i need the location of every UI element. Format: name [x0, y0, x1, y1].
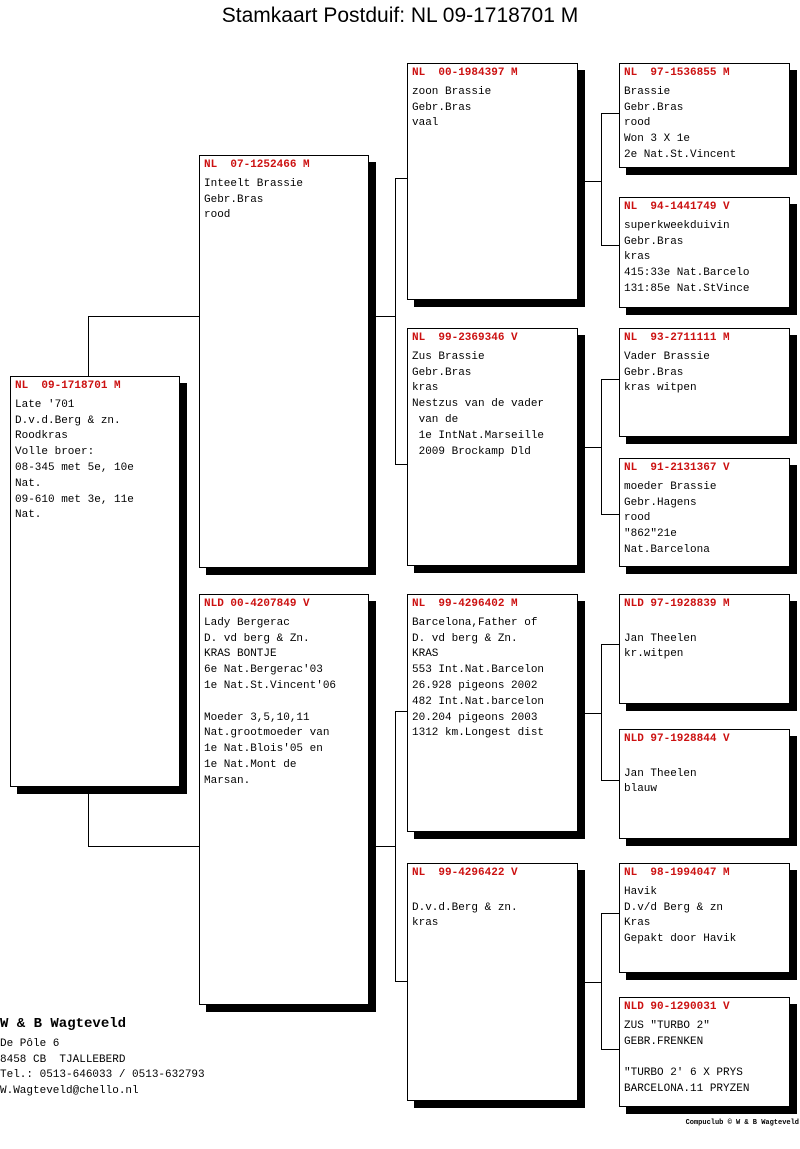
connector-line — [601, 1049, 620, 1050]
pedigree-line: ZUS "TURBO 2" — [624, 1019, 710, 1032]
pedigree-line: 1e Nat.Mont de — [204, 758, 297, 771]
pedigree-line: Inteelt Brassie — [204, 177, 304, 190]
connector-line — [88, 316, 201, 317]
owner-name: W & B Wagteveld — [0, 1016, 127, 1032]
pedigree-line: 1e Nat.Blois'05 en — [204, 743, 323, 756]
connector-line — [395, 711, 396, 982]
pedigree-line: kras — [412, 382, 439, 395]
ring-number: NLD 97-1928844 V — [624, 733, 730, 745]
pedigree-line: Nat.Barcelona — [624, 543, 710, 556]
connector-line — [601, 514, 620, 515]
connector-line — [585, 713, 601, 714]
connector-line — [601, 379, 620, 380]
pedigree-line: Gebr.Bras — [412, 366, 472, 379]
pedigree-line: van de — [412, 413, 459, 426]
pedigree-line: Lady Bergerac — [204, 616, 290, 629]
ring-number: NLD 90-1290031 V — [624, 1001, 730, 1013]
pedigree-line: kras — [624, 251, 651, 264]
connector-line — [601, 780, 620, 781]
great-grandparent-card — [619, 594, 790, 704]
ring-number: NLD 97-1928839 M — [624, 598, 730, 610]
pedigree-line: 08-345 met 5e, 10e — [15, 461, 134, 474]
page-title: Stamkaart Postduif: NL 09-1718701 M — [221, 4, 579, 27]
great-grandparent-card — [619, 863, 790, 973]
pedigree-line: Volle broer: — [15, 446, 95, 459]
grandsire-sire-card — [407, 63, 578, 300]
owner-address: De Pôle 6 — [0, 1038, 60, 1050]
pedigree-line: D. vd berg & Zn. — [412, 632, 518, 645]
pedigree-line: Gepakt door Havik — [624, 933, 737, 946]
pedigree-line: Vader Brassie — [624, 350, 710, 363]
ring-number: NL 09-1718701 M — [15, 380, 121, 392]
pedigree-line: Gebr.Hagens — [624, 496, 697, 509]
pedigree-line: Nat. — [15, 477, 42, 490]
sire-card — [199, 155, 369, 568]
footer-credit: Compuclub © W & B Wagteveld — [685, 1119, 799, 1127]
ring-number: NL 99-4296422 V — [412, 867, 518, 879]
great-grandparent-card — [619, 63, 790, 168]
connector-line — [601, 913, 602, 1050]
pedigree-line: kr.witpen — [624, 648, 684, 661]
connector-line — [601, 379, 602, 515]
owner-city: 8458 CB TJALLEBERD — [0, 1053, 126, 1066]
ring-number: NL 93-2711111 M — [624, 332, 730, 344]
pedigree-line: "862"21e — [624, 528, 677, 541]
great-grandparent-card — [619, 328, 790, 437]
connector-line — [601, 113, 620, 114]
pedigree-line: moeder Brassie — [624, 480, 717, 493]
pedigree-line: Late '701 — [15, 398, 75, 411]
pedigree-line: Havik — [624, 885, 658, 898]
pedigree-line: BARCELONA.11 PRYZEN — [624, 1082, 750, 1095]
pedigree-line: D. vd berg & Zn. — [204, 632, 310, 645]
pedigree-line: rood — [624, 512, 651, 525]
pedigree-line: Roodkras — [15, 430, 68, 443]
owner-phone: Tel.: 0513-646033 / 0513-632793 — [0, 1069, 205, 1082]
connector-line — [585, 181, 601, 182]
pedigree-line: KRAS BONTJE — [204, 648, 277, 661]
pedigree-line: superkweekduivin — [624, 219, 730, 232]
ring-number: NL 99-2369346 V — [412, 332, 518, 344]
pedigree-line: 6e Nat.Bergerac'03 — [204, 664, 323, 677]
ring-number: NLD 00-4207849 V — [204, 598, 310, 610]
pedigree-line: Zus Brassie — [412, 350, 485, 363]
pedigree-line: 2e Nat.St.Vincent — [624, 148, 737, 161]
pedigree-line: kras — [412, 917, 439, 930]
pedigree-line: Gebr.Bras — [624, 366, 684, 379]
pedigree-line: KRAS — [412, 648, 439, 661]
pedigree-line: vaal — [412, 117, 439, 130]
pedigree-line: Won 3 X 1e — [624, 133, 691, 146]
connector-line — [601, 245, 620, 246]
connector-line — [585, 447, 601, 448]
owner-block — [0, 1016, 205, 1099]
pedigree-line: D.v.d.Berg & zn. — [412, 901, 518, 914]
pedigree-line: Barcelona,Father of — [412, 616, 538, 629]
pedigree-line: 131:85e Nat.StVince — [624, 282, 750, 295]
pedigree-line: Nat.grootmoeder van — [204, 727, 330, 740]
connector-line — [88, 846, 201, 847]
ring-number: NL 07-1252466 M — [204, 159, 310, 171]
pedigree-line — [624, 616, 785, 632]
pedigree-line: 2009 Brockamp Dld — [412, 445, 531, 458]
pedigree-line: Jan Theelen — [624, 767, 697, 780]
pedigree-line: 26.928 pigeons 2002 — [412, 679, 538, 692]
pedigree-line: "TURBO 2' 6 X PRYS — [624, 1067, 743, 1080]
pedigree-line: 1e IntNat.Marseille — [412, 429, 545, 442]
pedigree-line: Gebr.Bras — [204, 193, 264, 206]
pedigree-line: Kras — [624, 917, 651, 930]
dam-card — [199, 594, 369, 1005]
pedigree-line: Gebr.Bras — [624, 235, 684, 248]
pedigree-line: kras witpen — [624, 382, 697, 395]
pedigree-line: zoon Brassie — [412, 85, 492, 98]
connector-line — [376, 316, 396, 317]
great-grandparent-card — [619, 197, 790, 308]
pedigree-line: GEBR.FRENKEN — [624, 1035, 704, 1048]
granddam-sire-card — [407, 328, 578, 566]
grandsire-dam-card — [407, 594, 578, 832]
pedigree-line — [624, 1050, 785, 1066]
granddam-dam-card — [407, 863, 578, 1101]
connector-line — [601, 113, 602, 246]
pedigree-line: Gebr.Bras — [412, 101, 472, 114]
connector-line — [585, 982, 601, 983]
pedigree-line: D.v/d Berg & zn — [624, 901, 724, 914]
pedigree-line: Brassie — [624, 85, 671, 98]
pedigree-line: Gebr.Bras — [624, 101, 684, 114]
pedigree-line: 553 Int.Nat.Barcelon — [412, 664, 545, 677]
pedigree-line: rood — [204, 209, 231, 222]
pedigree-line: 1e Nat.St.Vincent'06 — [204, 679, 337, 692]
ring-number: NL 91-2131367 V — [624, 462, 730, 474]
ring-number: NL 00-1984397 M — [412, 67, 518, 79]
pedigree-line: Marsan. — [204, 774, 251, 787]
connector-line — [601, 644, 620, 645]
pedigree-line: 482 Int.Nat.barcelon — [412, 695, 545, 708]
ring-number: NL 94-1441749 V — [624, 201, 730, 213]
pedigree-line — [412, 885, 573, 901]
owner-email: W.Wagteveld@chello.nl — [0, 1084, 139, 1097]
great-grandparent-card — [619, 458, 790, 567]
pedigree-line — [204, 695, 364, 711]
great-grandparent-card — [619, 729, 790, 839]
ring-number: NL 97-1536855 M — [624, 67, 730, 79]
connector-line — [601, 644, 602, 781]
pedigree-line: rood — [624, 117, 651, 130]
pedigree-line: 1312 km.Longest dist — [412, 727, 545, 740]
pedigree-line: 20.204 pigeons 2003 — [412, 711, 538, 724]
subject-card — [10, 376, 180, 787]
ring-number: NL 99-4296402 M — [412, 598, 518, 610]
pedigree-line: Moeder 3,5,10,11 — [204, 711, 310, 724]
connector-line — [376, 846, 396, 847]
pedigree-line: Nestzus van de vader — [412, 398, 545, 411]
pedigree-line: 415:33e Nat.Barcelo — [624, 267, 750, 280]
pedigree-line: blauw — [624, 783, 658, 796]
great-grandparent-card — [619, 997, 790, 1107]
connector-line — [88, 786, 89, 847]
pedigree-line: D.v.d.Berg & zn. — [15, 414, 121, 427]
pedigree-line: 09-610 met 3e, 11e — [15, 493, 134, 506]
connector-line — [88, 316, 89, 376]
pedigree-line: Jan Theelen — [624, 632, 697, 645]
connector-line — [395, 178, 396, 465]
pedigree-line: Nat. — [15, 509, 42, 522]
connector-line — [601, 913, 620, 914]
pedigree-line — [624, 751, 785, 767]
ring-number: NL 98-1994047 M — [624, 867, 730, 879]
